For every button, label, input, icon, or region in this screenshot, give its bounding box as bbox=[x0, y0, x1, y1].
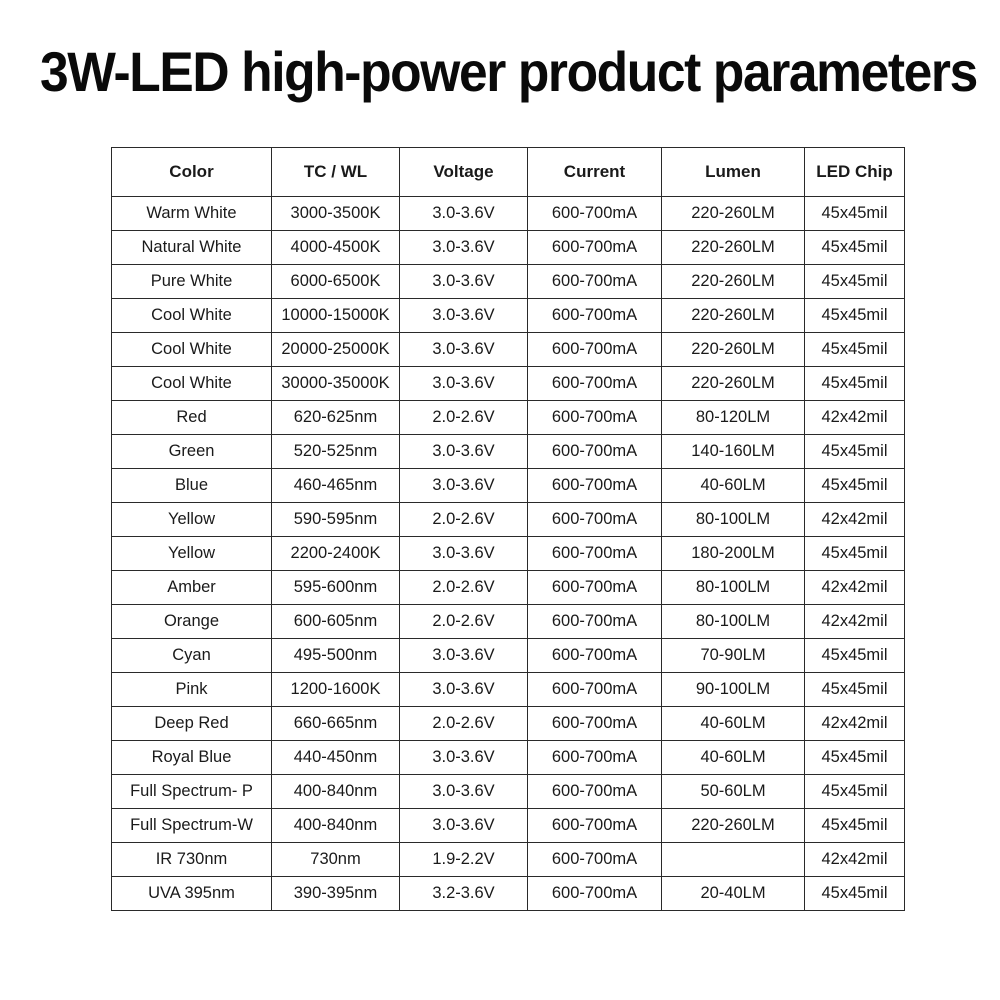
table-row bbox=[112, 435, 905, 469]
page-title: 3W-LED high-power product parameters bbox=[40, 40, 977, 103]
parameters-table bbox=[111, 147, 905, 911]
cell-current: 600-700mA bbox=[528, 707, 662, 741]
cell-lumen: 140-160LM bbox=[662, 435, 805, 469]
cell-lumen: 220-260LM bbox=[662, 367, 805, 401]
cell-color: Full Spectrum- P bbox=[112, 775, 272, 809]
cell-lumen: 80-100LM bbox=[662, 605, 805, 639]
cell-led-chip: 45x45mil bbox=[805, 673, 905, 707]
cell-led-chip: 45x45mil bbox=[805, 265, 905, 299]
cell-color: Pure White bbox=[112, 265, 272, 299]
cell-lumen: 50-60LM bbox=[662, 775, 805, 809]
cell-led-chip: 42x42mil bbox=[805, 707, 905, 741]
table-row bbox=[112, 367, 905, 401]
cell-tc-wl: 30000-35000K bbox=[272, 367, 400, 401]
header-lumen: Lumen bbox=[662, 148, 805, 197]
cell-tc-wl: 520-525nm bbox=[272, 435, 400, 469]
cell-led-chip: 45x45mil bbox=[805, 741, 905, 775]
cell-led-chip: 45x45mil bbox=[805, 435, 905, 469]
cell-current: 600-700mA bbox=[528, 435, 662, 469]
cell-tc-wl: 460-465nm bbox=[272, 469, 400, 503]
cell-current: 600-700mA bbox=[528, 197, 662, 231]
table-row bbox=[112, 843, 905, 877]
cell-color: Pink bbox=[112, 673, 272, 707]
table-row bbox=[112, 333, 905, 367]
cell-lumen: 220-260LM bbox=[662, 197, 805, 231]
cell-led-chip: 45x45mil bbox=[805, 877, 905, 911]
table-row bbox=[112, 469, 905, 503]
cell-lumen: 220-260LM bbox=[662, 299, 805, 333]
cell-led-chip: 45x45mil bbox=[805, 469, 905, 503]
cell-current: 600-700mA bbox=[528, 877, 662, 911]
table-body bbox=[112, 197, 905, 911]
table-row bbox=[112, 503, 905, 537]
cell-voltage: 2.0-2.6V bbox=[400, 571, 528, 605]
cell-current: 600-700mA bbox=[528, 775, 662, 809]
cell-voltage: 3.0-3.6V bbox=[400, 537, 528, 571]
cell-led-chip: 42x42mil bbox=[805, 401, 905, 435]
cell-voltage: 3.2-3.6V bbox=[400, 877, 528, 911]
table-row bbox=[112, 265, 905, 299]
cell-tc-wl: 400-840nm bbox=[272, 809, 400, 843]
cell-voltage: 3.0-3.6V bbox=[400, 435, 528, 469]
cell-voltage: 3.0-3.6V bbox=[400, 299, 528, 333]
cell-voltage: 3.0-3.6V bbox=[400, 231, 528, 265]
cell-color: IR 730nm bbox=[112, 843, 272, 877]
cell-lumen: 220-260LM bbox=[662, 809, 805, 843]
cell-voltage: 2.0-2.6V bbox=[400, 401, 528, 435]
table-row bbox=[112, 741, 905, 775]
table-row bbox=[112, 809, 905, 843]
cell-led-chip: 45x45mil bbox=[805, 537, 905, 571]
cell-color: Amber bbox=[112, 571, 272, 605]
cell-current: 600-700mA bbox=[528, 571, 662, 605]
cell-led-chip: 45x45mil bbox=[805, 367, 905, 401]
cell-color: Cool White bbox=[112, 367, 272, 401]
cell-current: 600-700mA bbox=[528, 401, 662, 435]
table-header-row bbox=[112, 148, 905, 197]
cell-voltage: 3.0-3.6V bbox=[400, 367, 528, 401]
cell-current: 600-700mA bbox=[528, 503, 662, 537]
cell-led-chip: 45x45mil bbox=[805, 775, 905, 809]
cell-current: 600-700mA bbox=[528, 639, 662, 673]
cell-lumen: 90-100LM bbox=[662, 673, 805, 707]
cell-current: 600-700mA bbox=[528, 333, 662, 367]
cell-lumen bbox=[662, 843, 805, 877]
cell-led-chip: 45x45mil bbox=[805, 299, 905, 333]
cell-lumen: 40-60LM bbox=[662, 469, 805, 503]
cell-tc-wl: 495-500nm bbox=[272, 639, 400, 673]
cell-color: Cool White bbox=[112, 299, 272, 333]
cell-lumen: 40-60LM bbox=[662, 741, 805, 775]
cell-tc-wl: 10000-15000K bbox=[272, 299, 400, 333]
cell-voltage: 3.0-3.6V bbox=[400, 197, 528, 231]
table-row bbox=[112, 537, 905, 571]
cell-lumen: 220-260LM bbox=[662, 333, 805, 367]
cell-lumen: 80-100LM bbox=[662, 571, 805, 605]
cell-lumen: 80-100LM bbox=[662, 503, 805, 537]
cell-current: 600-700mA bbox=[528, 231, 662, 265]
cell-current: 600-700mA bbox=[528, 843, 662, 877]
cell-current: 600-700mA bbox=[528, 367, 662, 401]
cell-color: Cyan bbox=[112, 639, 272, 673]
cell-tc-wl: 2200-2400K bbox=[272, 537, 400, 571]
cell-voltage: 3.0-3.6V bbox=[400, 775, 528, 809]
cell-lumen: 180-200LM bbox=[662, 537, 805, 571]
header-current: Current bbox=[528, 148, 662, 197]
cell-current: 600-700mA bbox=[528, 299, 662, 333]
table-row bbox=[112, 197, 905, 231]
cell-color: Yellow bbox=[112, 537, 272, 571]
cell-tc-wl: 6000-6500K bbox=[272, 265, 400, 299]
cell-tc-wl: 390-395nm bbox=[272, 877, 400, 911]
cell-color: Cool White bbox=[112, 333, 272, 367]
cell-voltage: 1.9-2.2V bbox=[400, 843, 528, 877]
cell-current: 600-700mA bbox=[528, 809, 662, 843]
cell-lumen: 70-90LM bbox=[662, 639, 805, 673]
cell-voltage: 3.0-3.6V bbox=[400, 469, 528, 503]
cell-tc-wl: 3000-3500K bbox=[272, 197, 400, 231]
table-row bbox=[112, 775, 905, 809]
cell-led-chip: 45x45mil bbox=[805, 333, 905, 367]
cell-tc-wl: 400-840nm bbox=[272, 775, 400, 809]
cell-voltage: 3.0-3.6V bbox=[400, 639, 528, 673]
cell-voltage: 3.0-3.6V bbox=[400, 741, 528, 775]
cell-current: 600-700mA bbox=[528, 537, 662, 571]
cell-voltage: 3.0-3.6V bbox=[400, 265, 528, 299]
cell-voltage: 3.0-3.6V bbox=[400, 333, 528, 367]
cell-tc-wl: 4000-4500K bbox=[272, 231, 400, 265]
cell-lumen: 20-40LM bbox=[662, 877, 805, 911]
cell-led-chip: 42x42mil bbox=[805, 571, 905, 605]
cell-tc-wl: 595-600nm bbox=[272, 571, 400, 605]
cell-lumen: 40-60LM bbox=[662, 707, 805, 741]
table-row bbox=[112, 299, 905, 333]
cell-led-chip: 45x45mil bbox=[805, 809, 905, 843]
cell-voltage: 3.0-3.6V bbox=[400, 809, 528, 843]
table-row bbox=[112, 401, 905, 435]
cell-led-chip: 45x45mil bbox=[805, 231, 905, 265]
cell-voltage: 2.0-2.6V bbox=[400, 707, 528, 741]
cell-lumen: 220-260LM bbox=[662, 265, 805, 299]
cell-color: Yellow bbox=[112, 503, 272, 537]
table-row bbox=[112, 605, 905, 639]
table-row bbox=[112, 673, 905, 707]
cell-voltage: 2.0-2.6V bbox=[400, 605, 528, 639]
cell-color: Deep Red bbox=[112, 707, 272, 741]
header-voltage: Voltage bbox=[400, 148, 528, 197]
header-tc-wl: TC / WL bbox=[272, 148, 400, 197]
table-row bbox=[112, 231, 905, 265]
cell-current: 600-700mA bbox=[528, 673, 662, 707]
cell-color: Natural White bbox=[112, 231, 272, 265]
cell-color: Warm White bbox=[112, 197, 272, 231]
cell-led-chip: 42x42mil bbox=[805, 843, 905, 877]
table-row bbox=[112, 877, 905, 911]
table-row bbox=[112, 571, 905, 605]
header-color: Color bbox=[112, 148, 272, 197]
cell-led-chip: 45x45mil bbox=[805, 639, 905, 673]
cell-lumen: 80-120LM bbox=[662, 401, 805, 435]
cell-current: 600-700mA bbox=[528, 605, 662, 639]
table-row bbox=[112, 707, 905, 741]
cell-tc-wl: 440-450nm bbox=[272, 741, 400, 775]
header-led-chip: LED Chip bbox=[805, 148, 905, 197]
cell-current: 600-700mA bbox=[528, 265, 662, 299]
cell-led-chip: 42x42mil bbox=[805, 605, 905, 639]
cell-tc-wl: 20000-25000K bbox=[272, 333, 400, 367]
cell-color: Blue bbox=[112, 469, 272, 503]
cell-color: Orange bbox=[112, 605, 272, 639]
cell-voltage: 3.0-3.6V bbox=[400, 673, 528, 707]
cell-tc-wl: 620-625nm bbox=[272, 401, 400, 435]
cell-current: 600-700mA bbox=[528, 469, 662, 503]
cell-tc-wl: 660-665nm bbox=[272, 707, 400, 741]
cell-voltage: 2.0-2.6V bbox=[400, 503, 528, 537]
cell-lumen: 220-260LM bbox=[662, 231, 805, 265]
cell-tc-wl: 590-595nm bbox=[272, 503, 400, 537]
cell-led-chip: 45x45mil bbox=[805, 197, 905, 231]
cell-current: 600-700mA bbox=[528, 741, 662, 775]
cell-color: UVA 395nm bbox=[112, 877, 272, 911]
cell-tc-wl: 600-605nm bbox=[272, 605, 400, 639]
cell-color: Royal Blue bbox=[112, 741, 272, 775]
cell-color: Full Spectrum-W bbox=[112, 809, 272, 843]
cell-led-chip: 42x42mil bbox=[805, 503, 905, 537]
cell-color: Green bbox=[112, 435, 272, 469]
cell-color: Red bbox=[112, 401, 272, 435]
cell-tc-wl: 730nm bbox=[272, 843, 400, 877]
table-row bbox=[112, 639, 905, 673]
cell-tc-wl: 1200-1600K bbox=[272, 673, 400, 707]
